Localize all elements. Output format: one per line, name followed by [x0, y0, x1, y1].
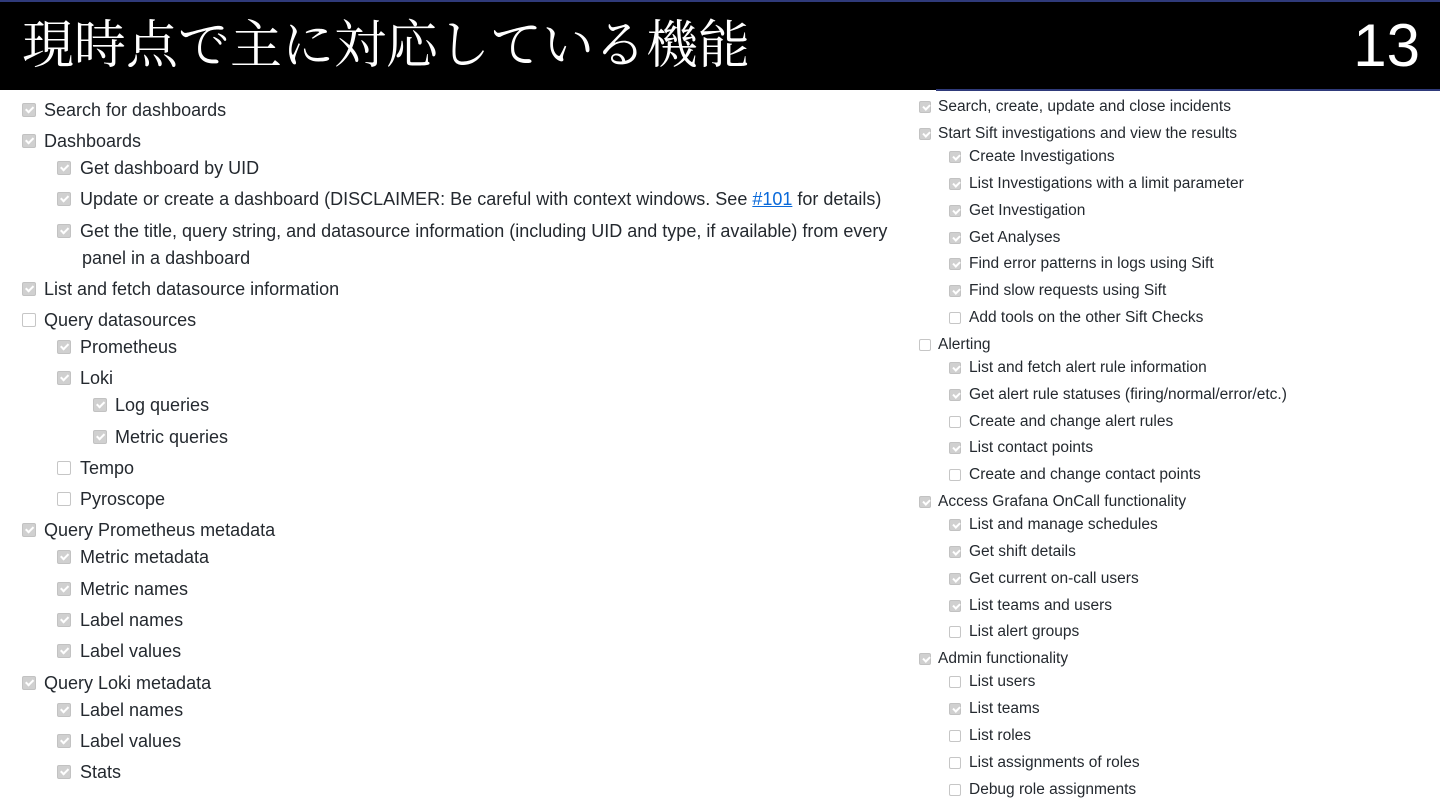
item-label: Start Sift investigations and view the results — [938, 125, 1237, 142]
item-label: List and fetch alert rule information — [969, 359, 1207, 376]
checkbox[interactable] — [57, 192, 71, 206]
checkbox[interactable] — [949, 312, 961, 324]
checkbox[interactable] — [949, 258, 961, 270]
item-label: List contact points — [969, 439, 1094, 456]
checkbox[interactable] — [22, 103, 36, 117]
item-label: List assignments of roles — [969, 754, 1140, 771]
checkbox[interactable] — [93, 398, 107, 412]
item-label: Get the title, query string, and datasource information (including UID and type, if available) from every — [80, 221, 888, 241]
checkbox[interactable] — [57, 340, 71, 354]
item-label: panel in a dashboard — [82, 248, 251, 268]
item-label: Create and change contact points — [969, 466, 1201, 483]
item-label: Get current on-call users — [969, 570, 1139, 587]
checkbox[interactable] — [57, 224, 71, 238]
checkbox[interactable] — [949, 600, 961, 612]
checkbox[interactable] — [22, 282, 36, 296]
page-number: 13 — [1353, 12, 1420, 79]
checkbox[interactable] — [57, 703, 71, 717]
item-label: Search for dashboards — [44, 100, 227, 120]
item-label: List teams — [969, 700, 1040, 717]
item-label: Create and change alert rules — [969, 413, 1174, 430]
checkbox[interactable] — [949, 730, 961, 742]
item-text: Update or create a dashboard (DISCLAIMER: Be careful with context windows. See — [80, 189, 753, 209]
item-label: Add tools on the other Sift Checks — [969, 309, 1204, 326]
item-label: Find error patterns in logs using Sift — [969, 255, 1214, 272]
checkbox[interactable] — [22, 676, 36, 690]
item-label: List and manage schedules — [969, 516, 1158, 533]
item-label: Metric queries — [115, 427, 229, 447]
checkbox[interactable] — [949, 546, 961, 558]
checkbox[interactable] — [949, 205, 961, 217]
item-label: Tempo — [80, 458, 135, 478]
checkbox[interactable] — [949, 178, 961, 190]
item-label: Search, create, update and close incidents — [938, 98, 1231, 115]
issue-link[interactable]: #101 — [752, 189, 793, 209]
checkbox[interactable] — [57, 161, 71, 175]
checkbox[interactable] — [22, 134, 36, 148]
item-text: for details) — [792, 189, 882, 209]
item-label: Get Investigation — [969, 202, 1086, 219]
slide-title: 現時点で主に対応している機能 — [22, 16, 751, 76]
item-label: Query datasources — [44, 310, 197, 330]
item-label: List and fetch datasource information — [44, 279, 340, 299]
checkbox[interactable] — [949, 784, 961, 796]
item-label: Dashboards — [44, 131, 142, 151]
item-label: Get shift details — [969, 543, 1076, 560]
checkbox[interactable] — [949, 285, 961, 297]
item-label: Find slow requests using Sift — [969, 282, 1167, 299]
item-label: List Investigations with a limit parameter — [969, 175, 1244, 192]
item-label: Create Investigations — [969, 148, 1115, 165]
checkbox[interactable] — [949, 442, 961, 454]
slide-header — [0, 0, 1440, 90]
checkbox[interactable] — [949, 519, 961, 531]
checkbox[interactable] — [919, 653, 931, 665]
item-label: Metric names — [80, 579, 189, 599]
checkbox[interactable] — [919, 128, 931, 140]
checkbox[interactable] — [949, 469, 961, 481]
checkbox[interactable] — [57, 371, 71, 385]
checkbox[interactable] — [919, 496, 931, 508]
item-label: List users — [969, 673, 1036, 690]
checkbox[interactable] — [949, 757, 961, 769]
item-label: Debug role assignments — [969, 781, 1137, 798]
checkbox[interactable] — [57, 550, 71, 564]
checkbox[interactable] — [949, 416, 961, 428]
item-label: Prometheus — [80, 337, 178, 357]
checkbox[interactable] — [919, 339, 931, 351]
item-label: Admin functionality — [938, 650, 1069, 667]
item-label: Stats — [80, 762, 122, 782]
header-accent-line — [936, 89, 1440, 91]
item-label: Pyroscope — [80, 489, 166, 509]
checkbox[interactable] — [93, 430, 107, 444]
item-label: Label values — [80, 731, 182, 751]
checkbox[interactable] — [949, 362, 961, 374]
item-label: List roles — [969, 727, 1032, 744]
item-label: List teams and users — [969, 597, 1113, 614]
checkbox[interactable] — [949, 703, 961, 715]
checkbox[interactable] — [949, 389, 961, 401]
checkbox[interactable] — [57, 582, 71, 596]
item-label: Query Prometheus metadata — [44, 520, 276, 540]
item-label: Access Grafana OnCall functionality — [938, 493, 1187, 510]
checkbox[interactable] — [949, 676, 961, 688]
item-label: Label names — [80, 610, 184, 630]
item-label: Label names — [80, 700, 184, 720]
item-label: Query Loki metadata — [44, 673, 212, 693]
checkbox[interactable] — [949, 626, 961, 638]
item-label — [80, 186, 881, 213]
item-label: Metric metadata — [80, 547, 210, 567]
checkbox[interactable] — [57, 734, 71, 748]
checkbox[interactable] — [22, 523, 36, 537]
item-label: Log queries — [115, 395, 210, 415]
item-label: Alerting — [938, 336, 991, 353]
item-label: Get Analyses — [969, 229, 1061, 246]
checkbox[interactable] — [919, 101, 931, 113]
checkbox[interactable] — [57, 765, 71, 779]
checkbox[interactable] — [22, 313, 36, 327]
checkbox[interactable] — [949, 573, 961, 585]
checkbox[interactable] — [57, 644, 71, 658]
item-label: List alert groups — [969, 623, 1080, 640]
checkbox[interactable] — [949, 232, 961, 244]
checkbox[interactable] — [57, 461, 71, 475]
item-label: Get dashboard by UID — [80, 158, 260, 178]
item-label: Label values — [80, 641, 182, 661]
item-label: Loki — [80, 368, 114, 388]
checkbox[interactable] — [57, 492, 71, 506]
item-label: Get alert rule statuses (firing/normal/error/etc.) — [969, 386, 1287, 403]
checkbox[interactable] — [949, 151, 961, 163]
checkbox[interactable] — [57, 613, 71, 627]
